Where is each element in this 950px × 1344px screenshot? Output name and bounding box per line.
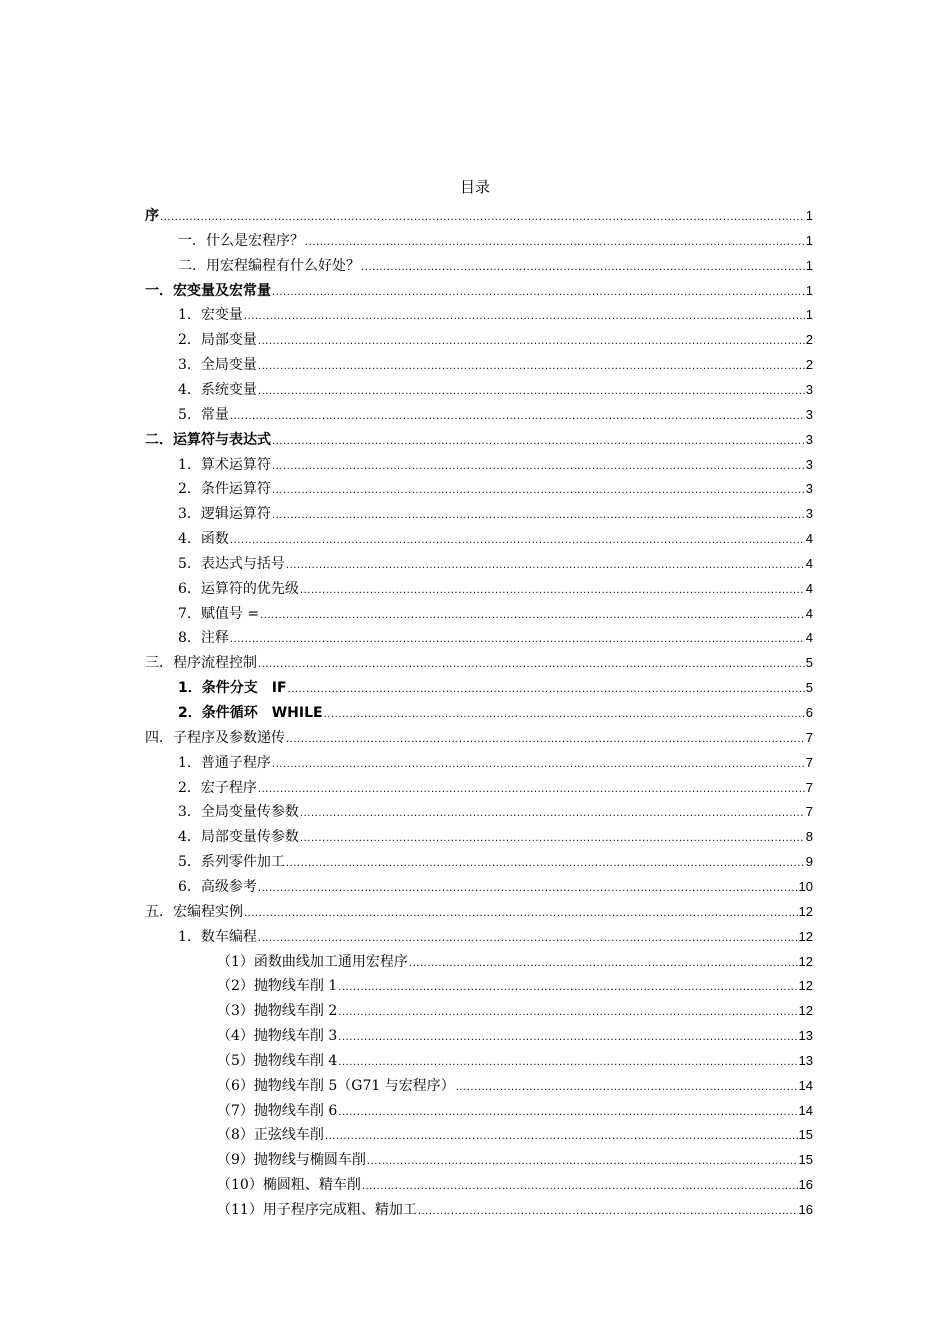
dot-leader <box>258 657 805 673</box>
toc-page-number: 2 <box>805 357 813 373</box>
dot-leader <box>325 1129 798 1145</box>
toc-entry[interactable] <box>145 648 813 673</box>
toc-entry[interactable] <box>178 450 813 475</box>
toc-entry-text: 8．注释 <box>178 630 229 647</box>
toc-entry-text: 1．宏变量 <box>178 307 243 324</box>
toc-page-number: 12 <box>798 953 813 969</box>
toc-entry-text: 1．算术运算符 <box>178 456 271 473</box>
toc-page-number: 8 <box>805 829 813 845</box>
toc-entry-text: （10）椭圆粗、精车削 <box>217 1177 361 1194</box>
toc-entry-text: 一．宏变量及宏常量 <box>145 282 271 299</box>
toc-page-number: 12 <box>798 1003 813 1019</box>
toc-page-number: 12 <box>798 903 813 919</box>
toc-entry[interactable] <box>217 1120 813 1145</box>
toc-entry[interactable] <box>217 1145 813 1170</box>
toc-entry-text: 2．局部变量 <box>178 332 257 349</box>
dot-leader <box>260 608 805 624</box>
dot-leader <box>418 1204 798 1220</box>
toc-entry[interactable] <box>217 1170 813 1195</box>
toc-entry[interactable] <box>178 673 813 698</box>
toc-entry-text: （1）函数曲线加工通用宏程序 <box>217 953 408 970</box>
dot-leader <box>258 334 805 350</box>
toc-page-number: 3 <box>805 381 813 397</box>
toc-entry-text: （8）正弦线车削 <box>217 1127 324 1144</box>
dot-leader <box>244 906 798 922</box>
dot-leader <box>272 434 805 450</box>
dot-leader <box>272 459 805 475</box>
toc-entry-text: （5）抛物线车削 4 <box>217 1052 338 1069</box>
toc-entry[interactable] <box>217 1046 813 1071</box>
toc-entry[interactable] <box>217 996 813 1021</box>
dot-leader <box>300 806 805 822</box>
toc-page-number: 7 <box>805 804 813 820</box>
toc-entry-text: （9）抛物线与椭圆车削 <box>217 1152 366 1169</box>
dot-leader <box>230 533 805 549</box>
dot-leader <box>258 881 798 897</box>
toc-page-number: 10 <box>798 878 813 894</box>
dot-leader <box>300 583 805 599</box>
toc-entry[interactable] <box>217 1021 813 1046</box>
toc-page-number: 7 <box>805 754 813 770</box>
toc-entry-text: 1．普通子程序 <box>178 754 271 771</box>
toc-page-number: 1 <box>805 208 813 223</box>
dot-leader <box>324 707 805 723</box>
toc-page-number: 4 <box>805 555 813 571</box>
dot-leader <box>258 359 805 375</box>
toc-page-number: 3 <box>805 406 813 422</box>
toc-page-number: 15 <box>798 1152 813 1168</box>
toc-entry[interactable] <box>145 425 813 450</box>
toc-entry-text: 4．函数 <box>178 531 229 548</box>
dot-leader <box>230 632 805 648</box>
toc-entry[interactable] <box>178 698 813 723</box>
toc-page-number: 14 <box>798 1102 813 1118</box>
toc-entry-text: 5．系列零件加工 <box>178 854 285 871</box>
dot-leader <box>286 558 805 574</box>
toc-page-number: 2 <box>805 332 813 348</box>
toc-entry[interactable] <box>178 400 813 425</box>
toc-entry-text: （6）抛物线车削 5（G71 与宏程序） <box>217 1077 455 1094</box>
toc-entry[interactable] <box>178 325 813 350</box>
toc-page-number: 5 <box>805 655 813 671</box>
toc-entry[interactable] <box>178 251 813 276</box>
toc-page-number: 14 <box>798 1077 813 1093</box>
dot-leader <box>367 1154 798 1170</box>
toc-entry-text: 5．常量 <box>178 406 229 423</box>
dot-leader <box>456 1080 798 1096</box>
dot-leader <box>361 260 805 276</box>
toc-entry[interactable] <box>178 872 813 897</box>
toc-page-number: 9 <box>805 854 813 870</box>
toc-page-number: 13 <box>798 1028 813 1044</box>
toc-entry-text: 一．什么是宏程序？ <box>178 232 304 249</box>
toc-entry-text: 4．局部变量传参数 <box>178 829 299 846</box>
dot-leader <box>338 1030 797 1046</box>
toc-entry-text: （4）抛物线车削 3 <box>217 1028 338 1045</box>
toc-entry[interactable] <box>217 947 813 972</box>
toc-page-number: 7 <box>805 779 813 795</box>
toc-entry-text: 二．用宏程编程有什么好处？ <box>178 257 360 274</box>
toc-entry-text: 6．运算符的优先级 <box>178 580 299 597</box>
toc-entry[interactable] <box>145 201 813 226</box>
toc-entry-text: 序 <box>145 208 159 224</box>
toc-entry[interactable] <box>178 375 813 400</box>
dot-leader <box>338 980 797 996</box>
toc-page-number: 12 <box>798 978 813 994</box>
dot-leader <box>338 1105 797 1121</box>
toc-entry[interactable] <box>178 822 813 847</box>
toc-entry-text: 三．程序流程控制 <box>145 655 257 672</box>
toc-entry-text: 3．逻辑运算符 <box>178 506 271 523</box>
dot-leader <box>272 483 805 499</box>
toc-page-number: 3 <box>805 481 813 497</box>
toc-entry[interactable] <box>178 922 813 947</box>
toc-entry[interactable] <box>178 574 813 599</box>
dot-leader <box>272 285 805 301</box>
dot-leader <box>258 782 805 798</box>
toc-entry-text: 4．系统变量 <box>178 381 257 398</box>
toc-page-number: 13 <box>798 1052 813 1068</box>
toc-entry-text: 3．全局变量 <box>178 357 257 374</box>
toc-entry-text: （7）抛物线车削 6 <box>217 1102 338 1119</box>
toc-page-number: 1 <box>805 307 813 323</box>
dot-leader <box>409 956 798 972</box>
toc-entry[interactable] <box>178 623 813 648</box>
toc-entry-text: 二．运算符与表达式 <box>145 431 271 448</box>
toc-entry-text: 1．数车编程 <box>178 928 257 945</box>
toc-entry[interactable] <box>178 773 813 798</box>
toc-entry-text: （3）抛物线车削 2 <box>217 1003 338 1020</box>
dot-leader <box>300 831 805 847</box>
dot-leader <box>338 1005 797 1021</box>
toc-page-number: 3 <box>805 431 813 447</box>
dot-leader <box>230 409 805 425</box>
toc-entry-text: （2）抛物线车削 1 <box>217 978 338 995</box>
toc-entry[interactable] <box>178 748 813 773</box>
toc-entry[interactable] <box>178 847 813 872</box>
toc-entry[interactable] <box>145 276 813 301</box>
toc-entry[interactable] <box>178 474 813 499</box>
dot-leader <box>258 384 805 400</box>
toc-page-number: 7 <box>805 729 813 745</box>
toc-entry-text: 7．赋值号 = <box>178 605 260 622</box>
toc-entry[interactable] <box>145 723 813 748</box>
toc-page-number: 4 <box>805 630 813 646</box>
dot-leader <box>338 1055 797 1071</box>
toc-title: 目录 <box>459 178 490 196</box>
toc-page-number: 1 <box>805 257 813 273</box>
toc-page-number: 3 <box>805 456 813 472</box>
toc-page-number: 16 <box>798 1202 813 1217</box>
toc-entry[interactable] <box>178 300 813 325</box>
dot-leader <box>272 757 805 773</box>
toc-entry-text: 五．宏编程实例 <box>145 903 243 920</box>
toc-entry-text: 2．宏子程序 <box>178 779 257 796</box>
toc-entry-text: 1．条件分支 IF <box>178 680 287 697</box>
toc-entry[interactable] <box>217 1096 813 1121</box>
dot-leader <box>286 732 805 748</box>
dot-leader <box>288 682 805 698</box>
toc-page-number: 4 <box>805 580 813 596</box>
toc-entry[interactable] <box>217 1071 813 1096</box>
toc-entry[interactable] <box>178 549 813 574</box>
dot-leader <box>286 856 805 872</box>
toc-page-number: 4 <box>805 531 813 547</box>
toc-page-number: 3 <box>805 506 813 522</box>
toc-page-number: 1 <box>805 282 813 298</box>
toc-entry[interactable] <box>178 797 813 822</box>
toc-entry-text: 3．全局变量传参数 <box>178 804 299 821</box>
toc-entry-text: 四．子程序及参数递传 <box>145 729 285 746</box>
toc-page-number: 4 <box>805 605 813 621</box>
toc-entry[interactable] <box>178 350 813 375</box>
toc-entry[interactable] <box>217 1195 813 1220</box>
dot-leader <box>258 931 798 947</box>
toc-entry[interactable] <box>178 524 813 549</box>
toc-page-number: 16 <box>798 1177 813 1193</box>
dot-leader <box>272 508 805 524</box>
toc-entry-text: （11）用子程序完成粗、精加工 <box>217 1202 417 1218</box>
dot-leader <box>244 309 805 325</box>
toc-page-number: 6 <box>805 705 813 720</box>
dot-leader <box>160 210 805 226</box>
toc-entry[interactable] <box>178 599 813 624</box>
toc-entry[interactable] <box>145 897 813 922</box>
toc-entry-text: 2．条件循环 WHILE <box>178 705 323 721</box>
toc-entry[interactable] <box>178 499 813 524</box>
toc-entry-text: 2．条件运算符 <box>178 481 271 498</box>
toc-page-number: 12 <box>798 928 813 944</box>
toc-page-number: 15 <box>798 1127 813 1143</box>
toc-entry[interactable] <box>217 971 813 996</box>
dot-leader <box>362 1179 798 1195</box>
toc-entry-text: 6．高级参考 <box>178 878 257 895</box>
dot-leader <box>305 235 805 251</box>
toc-page-number: 5 <box>805 680 813 696</box>
toc-entry[interactable] <box>178 226 813 251</box>
toc-page-number: 1 <box>805 232 813 248</box>
toc-entry-text: 5．表达式与括号 <box>178 555 285 572</box>
